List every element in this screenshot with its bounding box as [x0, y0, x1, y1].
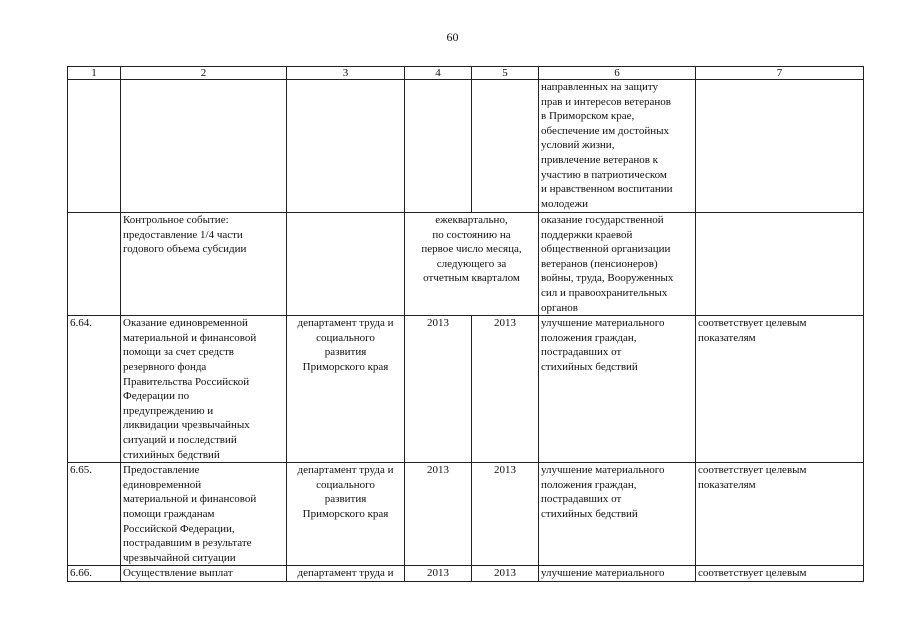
row-number-cell	[68, 80, 121, 213]
measure-name-cell: Предоставление единовременной материальной и финансовой помощи гражданам Российской Федерации, пострадавшим в результате чрезвычайной ситуации	[121, 463, 287, 566]
measure-name-cell: Контрольное событие: предоставление 1/4 части годового объема субсидии	[121, 213, 287, 316]
measure-name-cell: Осуществление выплат	[121, 566, 287, 582]
period-cell: ежеквартально, по состоянию на первое число месяца, следующего за отчетным кварталом	[405, 213, 539, 316]
executor-cell	[287, 213, 405, 316]
measures-table	[67, 66, 864, 582]
start-year-cell: 2013	[405, 463, 472, 566]
column-number-row	[68, 67, 864, 80]
page-number: 60	[446, 30, 459, 44]
end-year-cell	[472, 80, 539, 213]
row-number-cell: 6.65.	[68, 463, 121, 566]
row-number-cell	[68, 213, 121, 316]
column-header: 3	[287, 67, 405, 80]
expected-result-cell: улучшение материального положения граждан, пострадавших от стихийных бедствий	[539, 463, 696, 566]
indicator-cell	[696, 213, 864, 316]
indicator-cell	[696, 80, 864, 213]
start-year-cell: 2013	[405, 316, 472, 463]
column-header: 6	[539, 67, 696, 80]
expected-result-cell: улучшение материального	[539, 566, 696, 582]
row-number-cell: 6.64.	[68, 316, 121, 463]
expected-result-cell: оказание государственной поддержки краевой общественной организации ветеранов (пенсионеров) войны, труда, Вооруженных сил и правоохранительных органов	[539, 213, 696, 316]
column-header: 1	[68, 67, 121, 80]
start-year-cell: 2013	[405, 566, 472, 582]
measure-name-cell: Оказание единовременной материальной и финансовой помощи за счет средств резервного фонда Правительства Российской Федерации по предупреждению и ликвидации чрезвычайных ситуаций и последствий стихийных бедствий	[121, 316, 287, 463]
expected-result-cell: направленных на защиту прав и интересов ветеранов в Приморском крае, обеспечение им достойных условий жизни, привлечение ветеранов к участию в патриотическом и нравственном воспитании молодежи	[539, 80, 696, 213]
table-row	[68, 566, 864, 582]
table-row	[68, 213, 864, 316]
measure-name-cell	[121, 80, 287, 213]
executor-cell	[287, 80, 405, 213]
column-header: 5	[472, 67, 539, 80]
end-year-cell: 2013	[472, 566, 539, 582]
executor-cell: департамент труда и социального развития Приморского края	[287, 463, 405, 566]
indicator-cell: соответствует целевым показателям	[696, 316, 864, 463]
row-number-cell: 6.66.	[68, 566, 121, 582]
table-row	[68, 316, 864, 463]
executor-cell: департамент труда и социального развития Приморского края	[287, 316, 405, 463]
column-header: 7	[696, 67, 864, 80]
indicator-cell: соответствует целевым	[696, 566, 864, 582]
indicator-cell: соответствует целевым показателям	[696, 463, 864, 566]
executor-cell: департамент труда и	[287, 566, 405, 582]
column-header: 2	[121, 67, 287, 80]
end-year-cell: 2013	[472, 316, 539, 463]
table-row	[68, 463, 864, 566]
start-year-cell	[405, 80, 472, 213]
expected-result-cell: улучшение материального положения граждан, пострадавших от стихийных бедствий	[539, 316, 696, 463]
table-row	[68, 80, 864, 213]
column-header: 4	[405, 67, 472, 80]
end-year-cell: 2013	[472, 463, 539, 566]
